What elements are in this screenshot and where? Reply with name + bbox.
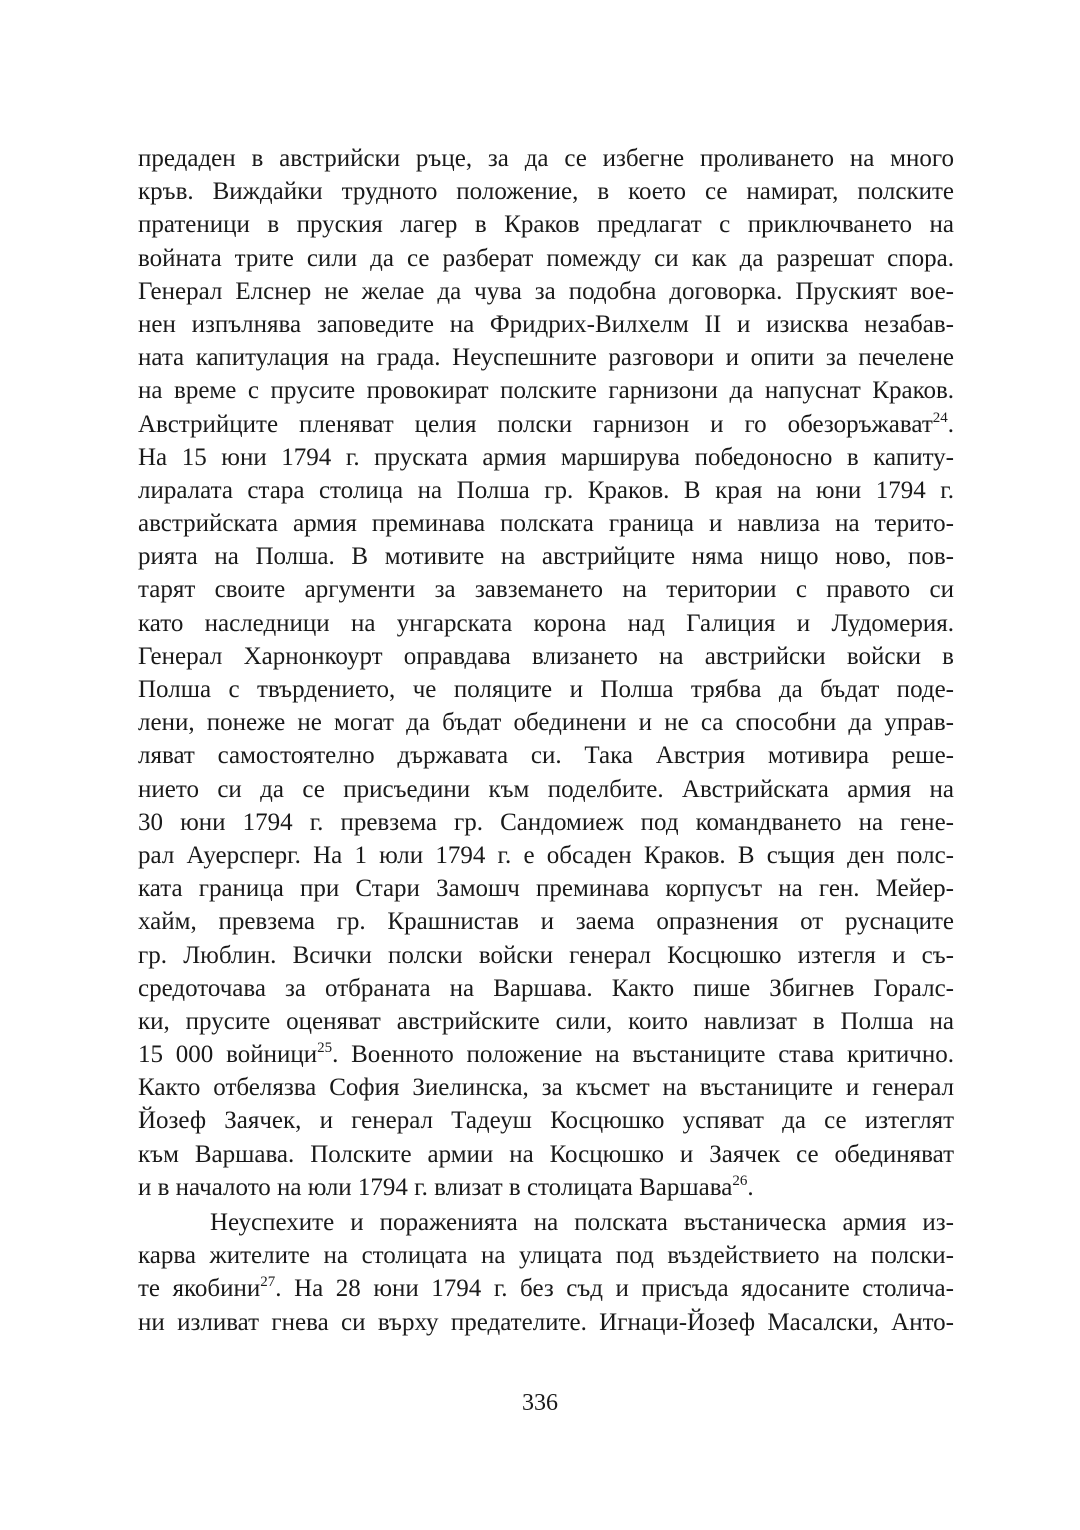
line-text: средоточава за отбраната на Варшава. Както пише Збигнев Горалс- (138, 974, 954, 1002)
line-text: ни изливат гнева си върху предателите. Игнаци-Йозеф Масалски, Анто- (138, 1308, 954, 1336)
text-line (138, 905, 954, 938)
line-text: Австрийците пленяват целия полски гарнизон и го обезоръжават (138, 410, 933, 438)
text-line (138, 142, 954, 175)
text-line (138, 1239, 954, 1272)
line-text: ки, прусите оценяват австрийските сили, които навлизат в Полша на (138, 1007, 954, 1035)
line-text: рията на Полша. В мотивите на австрийците няма нищо ново, пов- (138, 543, 954, 571)
page-number: 336 (522, 1390, 558, 1416)
text-line (138, 1005, 954, 1038)
line-text: Полша с твърдението, че поляците и Полша трябва да бъдат поде- (138, 676, 954, 703)
text-line (138, 640, 954, 673)
text-line (138, 1306, 954, 1339)
text-line (138, 573, 954, 606)
line-text-continued: . (947, 410, 954, 438)
line-text: ката граница при Стари Замошч преминава корпусът на ген. Мейер- (138, 875, 954, 903)
text-line (138, 507, 954, 540)
line-text: 30 юни 1794 г. превзема гр. Сандомиеж под командването на гене- (138, 808, 954, 836)
text-line (138, 1038, 954, 1071)
footnote-ref[interactable]: 26 (732, 1172, 748, 1189)
text-line (138, 374, 954, 407)
line-text: като наследници на унгарската корона над Галиция и Лудомерия. (138, 609, 954, 637)
line-text: тарят своите аргументи за завземането на територии с правото си (138, 576, 954, 604)
line-text: ната капитулация на града. Неуспешните разговори и опити за печелене (138, 344, 954, 372)
footnote-ref[interactable]: 25 (317, 1040, 333, 1057)
text-line (138, 275, 954, 308)
text-line (138, 1104, 954, 1137)
text-line (138, 540, 954, 573)
line-text: хайм, превзема гр. Крашнистав и заема опразнения от руснаците (138, 908, 954, 936)
text-line (138, 1171, 954, 1204)
line-text: предаден в австрийски ръце, за да се избегне проливането на много (138, 145, 954, 172)
line-text: на време с прусите провокират полските гарнизони да напуснат Краков. (138, 377, 954, 405)
text-line (138, 607, 954, 640)
text-line (138, 408, 954, 441)
line-text: Генерал Харнонкоурт оправдава влизането на австрийски войски в (138, 642, 954, 670)
line-text: На 15 юни 1794 г. пруската армия марширува победоносно в капиту- (138, 443, 954, 471)
line-text: лени, понеже не могат да бъдат обединени и не са способни да управ- (138, 709, 954, 737)
footnote-ref[interactable]: 27 (260, 1274, 276, 1291)
line-text: те якобини (138, 1275, 261, 1303)
footnote-ref[interactable]: 24 (932, 409, 948, 426)
line-text: пратеници в пруския лагер в Краков предлагат с приключването на (138, 211, 954, 239)
text-line (138, 1272, 954, 1305)
line-text: нен изпълнява заповедите на Фридрих-Вилхелм II и изисква незабав- (138, 310, 954, 338)
text-line (138, 1206, 954, 1239)
text-line (138, 673, 954, 706)
text-line (138, 441, 954, 474)
text-line (138, 939, 954, 972)
line-text: кръв. Виждайки трудното положение, в което се намират, полските (138, 178, 954, 206)
line-text: Както отбелязва София Зиелинска, за късмет на въстаниците и генерал (138, 1074, 954, 1102)
text-line (138, 341, 954, 374)
line-text: 15 000 войници (138, 1041, 318, 1069)
text-line (138, 175, 954, 208)
text-line (138, 308, 954, 341)
text-line (138, 242, 954, 275)
line-text-continued: . Военното положение на въстаниците става критично. (332, 1041, 954, 1069)
line-text: към Варшава. Полските армии на Косцюшко и Заячек се обединяват (138, 1140, 954, 1168)
line-text: Неуспехите и пораженията на полската въстаническа армия из- (210, 1209, 954, 1236)
text-line (138, 839, 954, 872)
line-text: и в началото на юли 1794 г. влизат в столицата Варшава (138, 1173, 733, 1201)
line-text-continued: . На 28 юни 1794 г. без съд и присъда ядосаните столича- (275, 1275, 954, 1303)
text-line (138, 972, 954, 1005)
line-text: рал Ауерсперг. На 1 юли 1794 г. е обсаден Краков. В същия ден полс- (138, 841, 954, 869)
line-text: австрийската армия преминава полската граница и навлиза на терито- (138, 510, 954, 538)
text-line (138, 208, 954, 241)
text-line (138, 1138, 954, 1171)
line-text: ляват самостоятелно държавата си. Така Австрия мотивира реше- (138, 742, 954, 770)
line-text: лиралата стара столица на Полша гр. Краков. В края на юни 1794 г. (138, 476, 954, 504)
text-line (138, 739, 954, 772)
text-line (138, 1071, 954, 1104)
text-line (138, 773, 954, 806)
line-text: нието си да се присъедини към поделбите. Австрийската армия на (138, 775, 954, 803)
line-text: гр. Люблин. Всички полски войски генерал Косцюшко изтегля и съ- (138, 941, 954, 969)
text-line (138, 872, 954, 905)
text-line (138, 474, 954, 507)
line-text: карва жителите на столицата на улицата под въздействието на полски- (138, 1242, 954, 1270)
line-text: Генерал Елснер не желае да чува за подобна договорка. Пруският вое- (138, 277, 954, 305)
body-text (138, 142, 954, 1339)
line-text-continued: . (747, 1173, 754, 1201)
line-text: Йозеф Заячек, и генерал Тадеуш Косцюшко успяват да се изтеглят (138, 1107, 954, 1135)
line-text: войната трите сили да се разберат помежду си как да разрешат спора. (138, 244, 954, 272)
text-line (138, 706, 954, 739)
text-line (138, 806, 954, 839)
